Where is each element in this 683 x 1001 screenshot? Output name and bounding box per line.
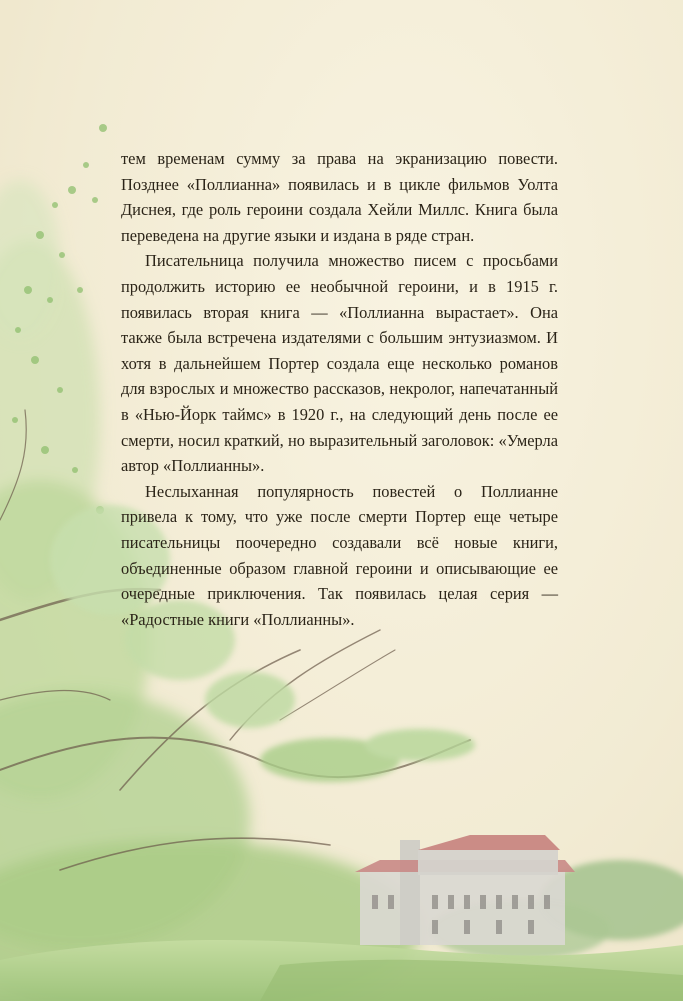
paragraph: Писательница получила множество писем с просьбами продолжить историю ее необычной героини, и в 1915 г. появилась вторая книга — «Поллианна вырастает». Она также была встречена издателями с большим энтузиазмом. И хотя в дальнейшем Портер создала еще несколько романов для взрослых и множество рассказов, некролог, напечатанный в «Нью-Йорк таймс» в 1920 г., на следующий день после ее смерти, носил краткий, но выразительный заголовок: «Умерла автор «Поллианны».: [121, 251, 558, 476]
page-text: [121, 146, 558, 632]
paragraph: Неслыханная популярность повестей о Поллианне привела к тому, что уже после смерти Портер еще четыре писательницы поочередно создавали всё новые книги, объединенные образом главной героини и описывающие ее очередные приключения. Так появилась целая серия — «Радостные книги «Поллианны».: [121, 481, 558, 629]
manor-house: [355, 835, 575, 945]
paragraph: тем временам сумму за права на экранизацию повести. Позднее «Поллианна» появилась и в цикле фильмов Уолта Диснея, где роль героини создала Хейли Миллс. Книга была переведена на другие языки и издана в ряде стран.: [121, 149, 558, 245]
